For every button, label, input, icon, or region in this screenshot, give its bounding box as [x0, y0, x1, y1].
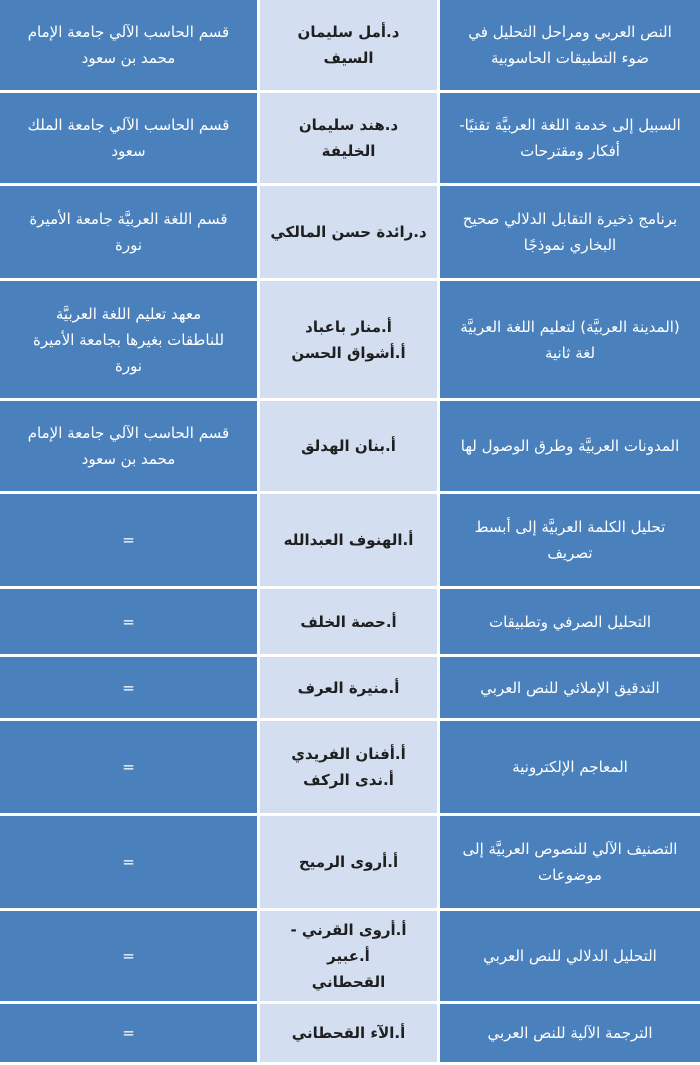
author-cell: أ.منار باعباد أ.أشواق الحسن: [260, 281, 440, 401]
affiliation-cell: قسم اللغة العربيَّة جامعة الأميرة نورة: [0, 186, 260, 281]
affiliation-cell: قسم الحاسب الآلي جامعة الإمام محمد بن سعود: [0, 0, 260, 93]
title-cell: السبيل إلى خدمة اللغة العربيَّة تقنيًا- أفكار ومقترحات: [440, 93, 700, 186]
author-cell: أ.أفنان الفريدي أ.ندى الركف: [260, 721, 440, 816]
title-cell: برنامج ذخيرة التقابل الدلالي صحيح البخاري نموذجًا: [440, 186, 700, 281]
affiliation-cell: قسم الحاسب الآلي جامعة الملك سعود: [0, 93, 260, 186]
author-cell: أ.الهنوف العبدالله: [260, 494, 440, 589]
title-cell: التحليل الدلالي للنص العربي: [440, 911, 700, 1004]
affiliation-cell: =: [0, 911, 260, 1004]
title-cell: (المدينة العربيَّة) لتعليم اللغة العربيَّة لغة ثانية: [440, 281, 700, 401]
author-cell: د.هند سليمان الخليفة: [260, 93, 440, 186]
title-cell: النص العربي ومراحل التحليل في ضوء التطبيقات الحاسوبية: [440, 0, 700, 93]
affiliation-cell: =: [0, 816, 260, 911]
author-cell: أ.أروى الرميح: [260, 816, 440, 911]
affiliation-cell: =: [0, 657, 260, 721]
title-cell: التحليل الصرفي وتطبيقات: [440, 589, 700, 657]
title-cell: المعاجم الإلكترونية: [440, 721, 700, 816]
title-cell: المدونات العربيَّة وطرق الوصول لها: [440, 401, 700, 494]
affiliation-cell: معهد تعليم اللغة العربيَّة للناطقات بغيرها بجامعة الأميرة نورة: [0, 281, 260, 401]
affiliation-cell: =: [0, 494, 260, 589]
author-cell: أ.منيرة العرف: [260, 657, 440, 721]
title-cell: التدقيق الإملائي للنص العربي: [440, 657, 700, 721]
author-cell: د.أمل سليمان السيف: [260, 0, 440, 93]
author-cell: أ.الآء القحطاني: [260, 1004, 440, 1065]
author-cell: أ.بنان الهدلق: [260, 401, 440, 494]
affiliation-cell: قسم الحاسب الآلي جامعة الإمام محمد بن سعود: [0, 401, 260, 494]
affiliation-cell: =: [0, 1004, 260, 1065]
author-cell: د.رائدة حسن المالكي: [260, 186, 440, 281]
author-cell: أ.أروى القرني - أ.عبير القحطاني: [260, 911, 440, 1004]
title-cell: الترجمة الآلية للنص العربي: [440, 1004, 700, 1065]
author-cell: أ.حصة الخلف: [260, 589, 440, 657]
title-cell: تحليل الكلمة العربيَّة إلى أبسط تصريف: [440, 494, 700, 589]
title-cell: التصنيف الآلي للنصوص العربيَّة إلى موضوعات: [440, 816, 700, 911]
affiliation-cell: =: [0, 721, 260, 816]
affiliation-cell: =: [0, 589, 260, 657]
